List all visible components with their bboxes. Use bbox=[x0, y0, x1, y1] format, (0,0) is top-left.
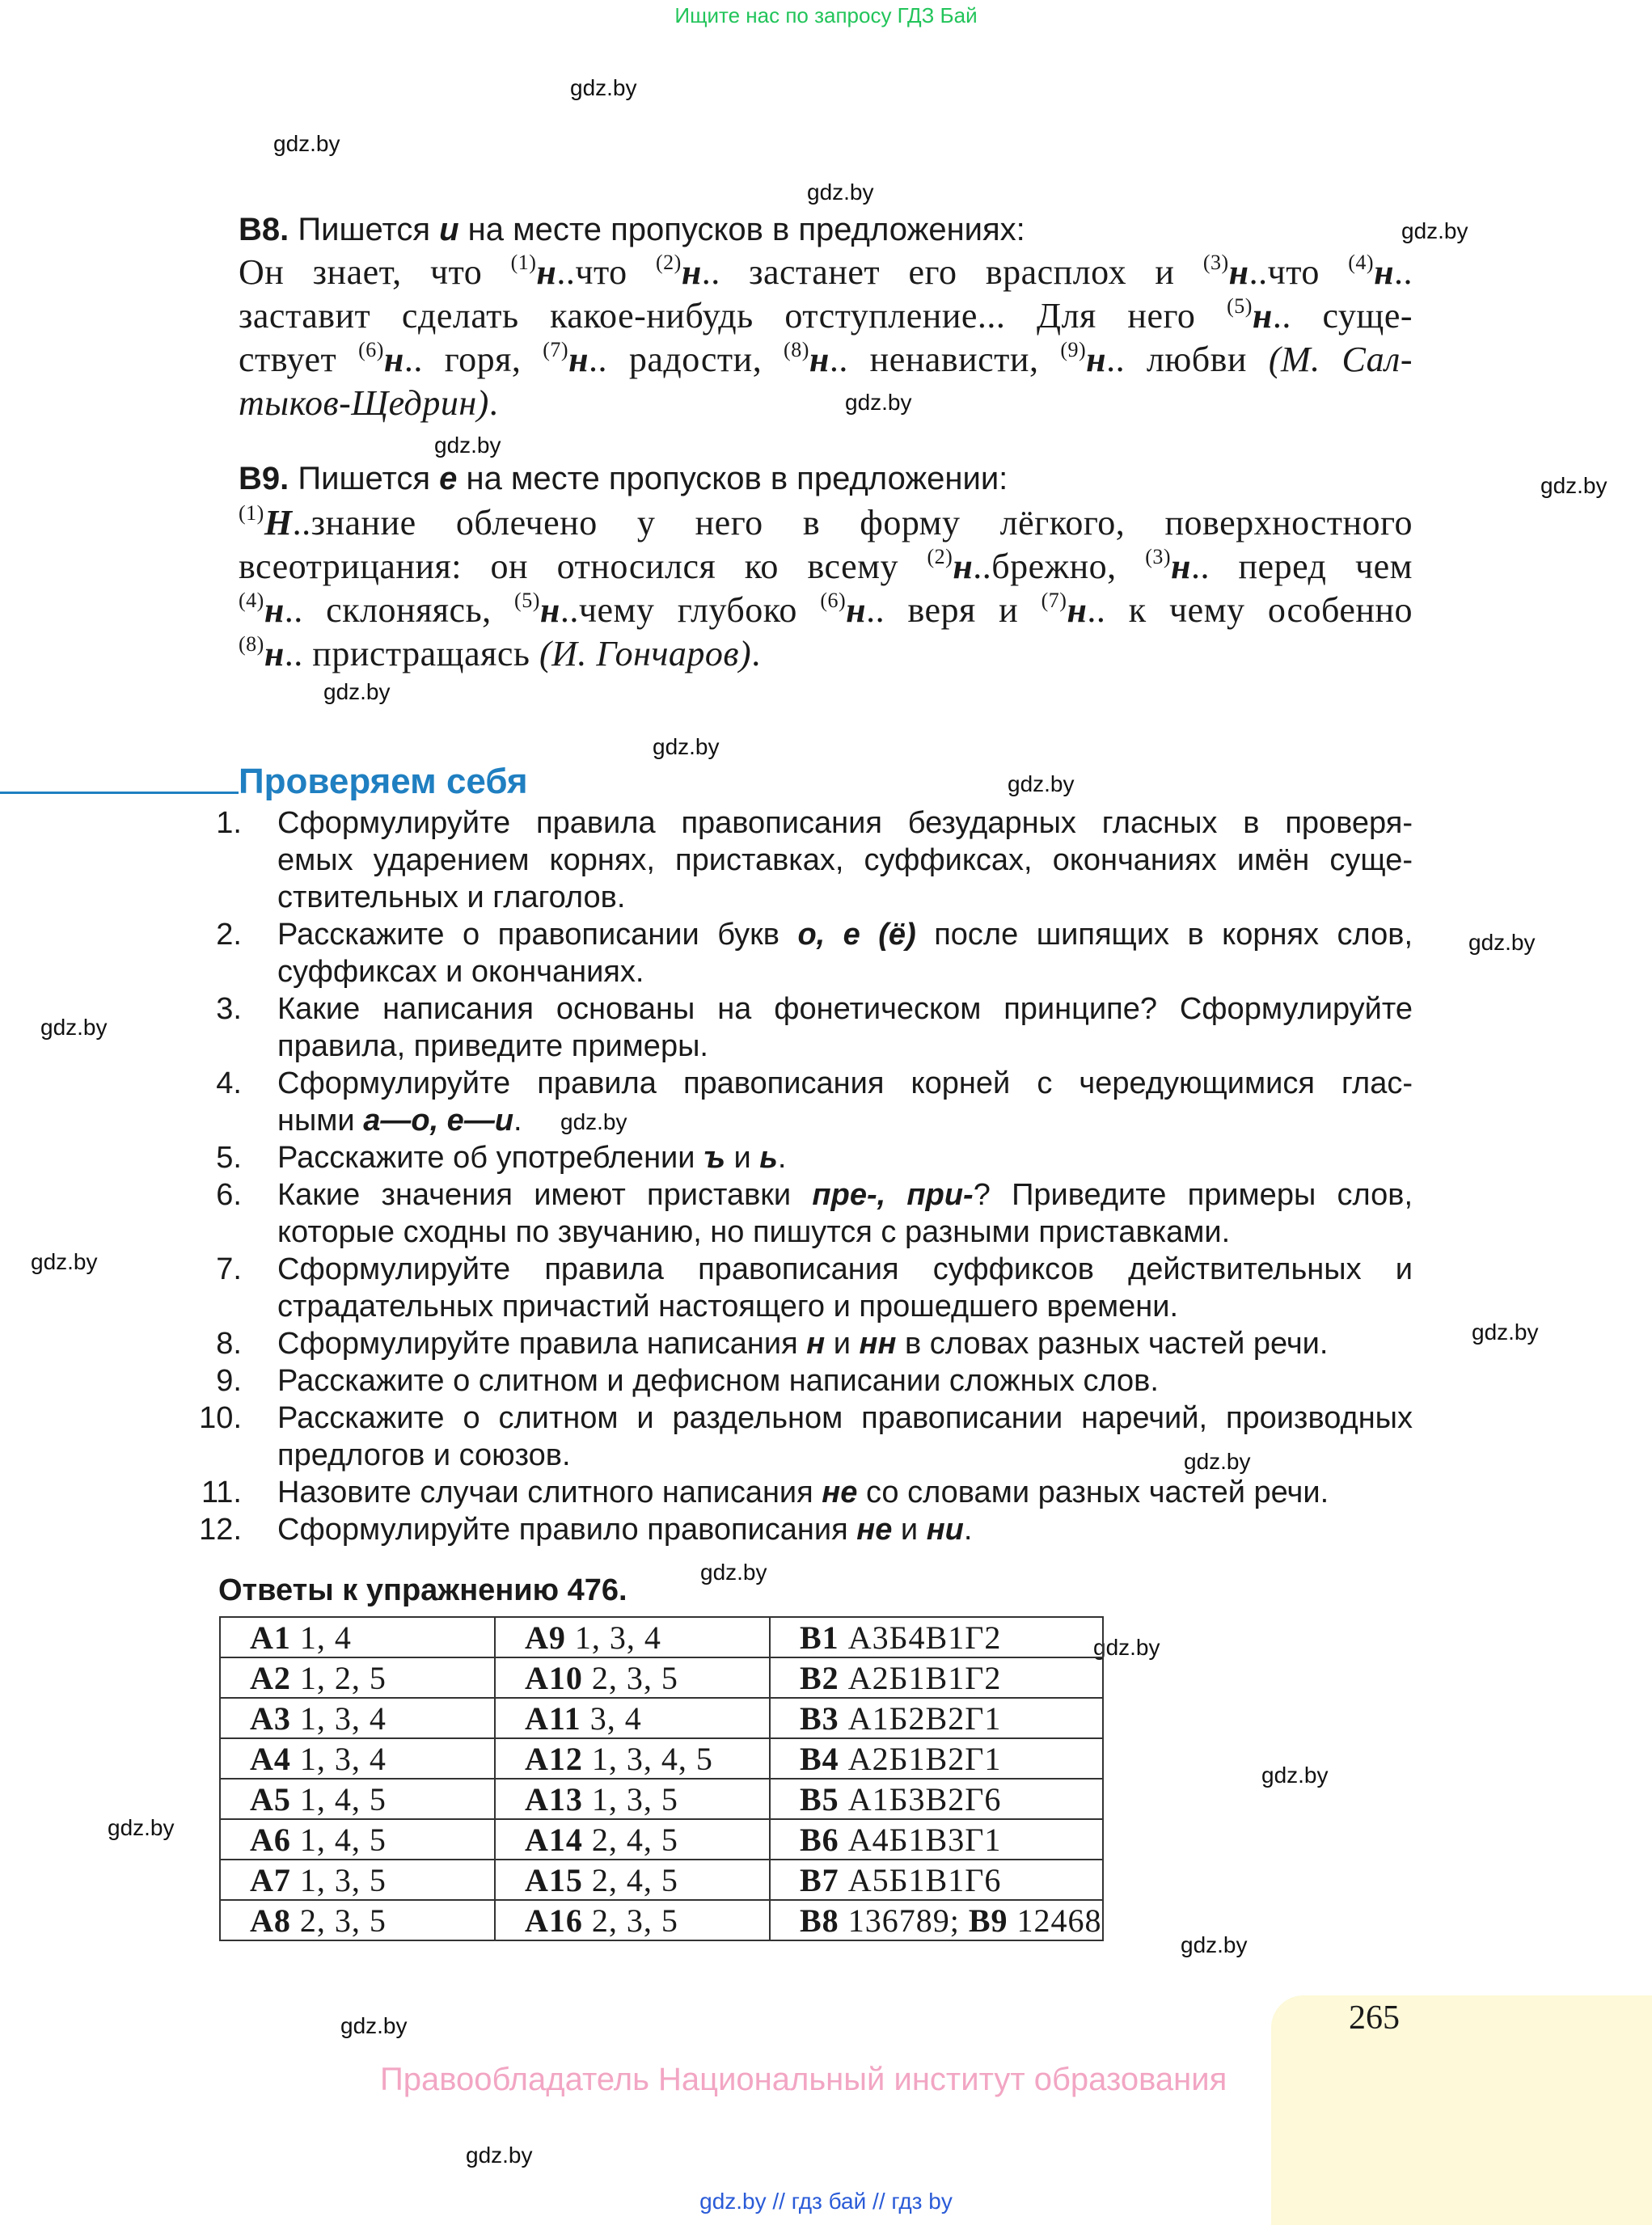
gap-number: (8) bbox=[784, 338, 809, 361]
gap-letter: н bbox=[264, 590, 285, 630]
answers-row bbox=[220, 1900, 1103, 1940]
question-number: 2. bbox=[216, 918, 242, 952]
gap-letter: н bbox=[539, 590, 560, 630]
answer-key: А2 bbox=[250, 1659, 291, 1696]
b9-line bbox=[239, 545, 1413, 589]
watermark: gdz.by bbox=[31, 1249, 98, 1274]
highlight-letters: ь bbox=[759, 1141, 778, 1175]
gap-letter: н bbox=[1374, 252, 1395, 292]
answers-row bbox=[220, 1860, 1103, 1900]
text-run: .. застанет его врасплох и bbox=[701, 252, 1203, 292]
watermark: gdz.by bbox=[434, 433, 501, 458]
gap-number: (6) bbox=[358, 338, 384, 361]
gap-number: (8) bbox=[239, 632, 264, 656]
highlight-letters: н bbox=[806, 1327, 826, 1361]
answer-value: А5Б1В1Г6 bbox=[839, 1861, 1002, 1898]
b9-line bbox=[239, 589, 1413, 632]
answer-value: 2, 3, 5 bbox=[290, 1902, 387, 1939]
answer-key: В2 bbox=[800, 1659, 839, 1696]
gap-letter: н bbox=[383, 340, 404, 379]
answer-key: А4 bbox=[250, 1740, 291, 1777]
answer-value: 136789; bbox=[839, 1902, 969, 1939]
answer-key: А8 bbox=[250, 1902, 291, 1939]
question-line bbox=[277, 1362, 1413, 1400]
text-run: Назовите случаи слитного написания bbox=[277, 1476, 822, 1509]
watermark: gdz.by bbox=[1181, 1932, 1248, 1957]
answer-value: 1, 3, 4 bbox=[290, 1740, 387, 1777]
text-run: ? Приведите примеры слов, bbox=[973, 1178, 1413, 1212]
text-run: Расскажите об употреблении bbox=[277, 1141, 704, 1175]
task-b8-label: В8. bbox=[239, 212, 289, 247]
section-title: Проверяем себя bbox=[239, 762, 528, 801]
text-run: Какие значения имеют приставки bbox=[277, 1178, 813, 1212]
question-number: 7. bbox=[216, 1252, 242, 1286]
question-line bbox=[277, 1176, 1413, 1214]
answer-key: А14 bbox=[525, 1821, 583, 1858]
gap-number: (9) bbox=[1060, 338, 1087, 361]
task-b9-heading: В9. Пишется е на месте пропусков в предложении: bbox=[239, 461, 1008, 496]
question-text bbox=[277, 1251, 1413, 1325]
highlight-letters: не bbox=[822, 1476, 858, 1509]
gap-letter: н bbox=[846, 590, 867, 630]
watermark: gdz.by bbox=[807, 179, 874, 205]
answer-value: 1, 3, 4 bbox=[290, 1699, 387, 1737]
answers-cell bbox=[770, 1738, 1103, 1779]
answers-cell bbox=[220, 1657, 495, 1698]
b8-line bbox=[239, 294, 1413, 338]
text-run: Сформулируйте правила правописания суффиксов действительных и bbox=[277, 1252, 1413, 1286]
question-number: 4. bbox=[216, 1066, 242, 1100]
gap-number: (5) bbox=[514, 589, 540, 612]
text-run: .. веря и bbox=[866, 590, 1041, 630]
answers-row bbox=[220, 1819, 1103, 1860]
text-run: .. любви bbox=[1106, 340, 1269, 379]
gap-letter: н bbox=[264, 634, 285, 673]
b8-line bbox=[239, 338, 1413, 382]
watermark: gdz.by bbox=[1008, 771, 1075, 796]
answer-key: А15 bbox=[525, 1861, 583, 1898]
watermark: gdz.by bbox=[340, 2013, 408, 2038]
answer-key: А5 bbox=[250, 1780, 291, 1818]
text-run: ствует bbox=[239, 340, 359, 379]
text-run: . bbox=[513, 1104, 522, 1138]
answer-value: 1, 3, 4, 5 bbox=[582, 1740, 713, 1777]
gap-number: (1) bbox=[510, 251, 537, 274]
answers-row bbox=[220, 1617, 1103, 1657]
question-text bbox=[277, 804, 1413, 916]
question-line bbox=[277, 1437, 1413, 1474]
text-run: .. пристращаясь bbox=[284, 634, 539, 673]
answer-key: В9 bbox=[968, 1902, 1008, 1939]
question-number: 3. bbox=[216, 992, 242, 1026]
text-run: .. bbox=[1394, 252, 1413, 292]
text-run: страдательных причастий настоящего и прошедшего времени. bbox=[277, 1290, 1179, 1324]
highlight-letters: пре-, при- bbox=[812, 1178, 974, 1212]
question-line bbox=[277, 1102, 1413, 1139]
watermark: gdz.by bbox=[1184, 1449, 1251, 1474]
text-run: ..брежно, bbox=[973, 547, 1146, 586]
text-run: предлогов и союзов. bbox=[277, 1438, 571, 1472]
question-number: 6. bbox=[216, 1178, 242, 1212]
answer-value: 1, 4, 5 bbox=[290, 1821, 387, 1858]
watermark: gdz.by bbox=[653, 734, 720, 759]
watermark: gdz.by bbox=[570, 75, 637, 100]
highlight-letters: не bbox=[856, 1513, 893, 1547]
text-run: ..чему глубоко bbox=[560, 590, 821, 630]
answer-key: А12 bbox=[525, 1740, 583, 1777]
question-line bbox=[277, 1325, 1413, 1362]
text-run: . bbox=[751, 634, 761, 673]
answer-key: А7 bbox=[250, 1861, 291, 1898]
gap-number: (3) bbox=[1145, 545, 1172, 568]
question-text bbox=[277, 990, 1413, 1065]
text-run: . bbox=[777, 1141, 787, 1175]
gap-letter: н bbox=[681, 252, 702, 292]
watermark: gdz.by bbox=[560, 1109, 627, 1134]
watermark: gdz.by bbox=[40, 1015, 108, 1040]
gap-number: (7) bbox=[1041, 589, 1067, 612]
b9-line bbox=[239, 632, 1413, 676]
text-run: .. ненависти, bbox=[829, 340, 1061, 379]
answer-value: 1, 4 bbox=[290, 1619, 352, 1656]
gap-number: (6) bbox=[820, 589, 847, 612]
text-run: ..что bbox=[556, 252, 656, 292]
text-run: правила, приведите примеры. bbox=[277, 1029, 708, 1063]
text-run: Сформулируйте правила правописания безударных гласных в проверя- bbox=[277, 806, 1413, 840]
b9-line bbox=[239, 501, 1413, 545]
text-run: заставит сделать какое-нибудь отступление... Для него bbox=[239, 296, 1227, 336]
answer-key: В3 bbox=[800, 1699, 839, 1737]
text-run: Какие написания основаны на фонетическом принципе? Сформулируйте bbox=[277, 992, 1413, 1026]
gap-letter: н bbox=[809, 340, 830, 379]
question-number: 5. bbox=[216, 1141, 242, 1175]
text-run: которые сходны по звучанию, но пишутся с разными приставками. bbox=[277, 1215, 1231, 1249]
answers-cell bbox=[770, 1860, 1103, 1900]
highlight-letters: ъ bbox=[703, 1141, 725, 1175]
answers-cell bbox=[495, 1698, 770, 1738]
question-text bbox=[277, 1400, 1413, 1474]
watermark: gdz.by bbox=[108, 1815, 175, 1840]
gap-letter: н bbox=[953, 547, 974, 586]
answers-cell bbox=[495, 1819, 770, 1860]
question-line bbox=[277, 804, 1413, 842]
watermark: gdz.by bbox=[273, 131, 340, 156]
text-run: и bbox=[825, 1327, 860, 1361]
question-text bbox=[277, 1325, 1413, 1362]
answers-cell bbox=[770, 1900, 1103, 1940]
watermark: gdz.by bbox=[323, 679, 391, 704]
question-number: 12. bbox=[199, 1513, 242, 1547]
answers-table bbox=[219, 1616, 1104, 1941]
text-run: Он знает, что bbox=[239, 252, 511, 292]
text-run: .. горя, bbox=[403, 340, 543, 379]
answers-cell bbox=[220, 1738, 495, 1779]
footer-links: gdz.by // гдз бай // гдз by bbox=[699, 2189, 953, 2214]
answer-key: В7 bbox=[800, 1861, 839, 1898]
answers-cell bbox=[770, 1617, 1103, 1657]
text-run: Сформулируйте правила правописания корней с чередующимися глас- bbox=[277, 1066, 1413, 1100]
gap-number: (5) bbox=[1227, 294, 1253, 318]
watermark: gdz.by bbox=[466, 2143, 533, 2168]
gap-number: (1) bbox=[239, 501, 264, 525]
answers-cell bbox=[220, 1900, 495, 1940]
question-line bbox=[277, 842, 1413, 879]
question-text bbox=[277, 1065, 1413, 1139]
gap-number: (3) bbox=[1202, 251, 1229, 274]
gap-letter: н bbox=[568, 340, 589, 379]
answer-key: В1 bbox=[800, 1619, 839, 1656]
answers-cell bbox=[220, 1698, 495, 1738]
gap-letter: н bbox=[536, 252, 557, 292]
gap-letter: н bbox=[1067, 590, 1088, 630]
gap-number: (2) bbox=[927, 545, 953, 568]
answer-value: 12468 bbox=[1008, 1902, 1102, 1939]
question-text bbox=[277, 1511, 1413, 1548]
question-line bbox=[277, 1288, 1413, 1325]
author-name: (М. Сал- bbox=[1268, 340, 1413, 379]
text-run: .. суще- bbox=[1272, 296, 1413, 336]
watermark: gdz.by bbox=[1540, 473, 1608, 498]
question-line bbox=[277, 916, 1413, 953]
answer-value: А4Б1В3Г1 bbox=[839, 1821, 1002, 1858]
gap-number: (4) bbox=[1348, 251, 1375, 274]
gap-number: (7) bbox=[543, 338, 569, 361]
text-run: ствительных и глаголов. bbox=[277, 880, 626, 914]
answers-cell bbox=[220, 1779, 495, 1819]
answer-value: А3Б4В1Г2 bbox=[839, 1619, 1002, 1656]
task-b8-heading: В8. Пишется и на месте пропусков в предложениях: bbox=[239, 212, 1025, 247]
answers-row bbox=[220, 1657, 1103, 1698]
question-line bbox=[277, 1214, 1413, 1251]
watermark: gdz.by bbox=[700, 1560, 767, 1585]
question-line bbox=[277, 1028, 1413, 1065]
author-name: тыков-Щедрин) bbox=[239, 383, 489, 423]
answer-key: А16 bbox=[525, 1902, 583, 1939]
answer-value: 2, 4, 5 bbox=[582, 1861, 678, 1898]
answers-cell bbox=[770, 1657, 1103, 1698]
answer-key: А10 bbox=[525, 1659, 583, 1696]
question-text bbox=[277, 916, 1413, 990]
answer-value: 2, 3, 5 bbox=[582, 1659, 678, 1696]
answer-key: А11 bbox=[525, 1699, 581, 1737]
highlight-letters: ни bbox=[926, 1513, 964, 1547]
answer-key: В8 bbox=[800, 1902, 839, 1939]
text-run: Сформулируйте правило правописания bbox=[277, 1513, 857, 1547]
text-run: и bbox=[725, 1141, 760, 1175]
question-line bbox=[277, 1400, 1413, 1437]
text-run: всеотрицания: он относился ко всему bbox=[239, 547, 927, 586]
copyright-owner: Правообладатель Национальный институт образования bbox=[380, 2062, 1227, 2097]
text-run: .. к чему особенно bbox=[1087, 590, 1413, 630]
answer-value: 2, 4, 5 bbox=[582, 1821, 678, 1858]
answers-cell bbox=[220, 1860, 495, 1900]
question-line bbox=[277, 1139, 1413, 1176]
answer-value: 1, 4, 5 bbox=[290, 1780, 387, 1818]
highlight-letters: нн bbox=[859, 1327, 897, 1361]
answers-cell bbox=[770, 1779, 1103, 1819]
answers-title: Ответы к упражнению 476. bbox=[218, 1573, 627, 1607]
answers-cell bbox=[220, 1617, 495, 1657]
answers-cell bbox=[495, 1900, 770, 1940]
question-line bbox=[277, 879, 1413, 916]
answer-key: В5 bbox=[800, 1780, 839, 1818]
b8-line bbox=[239, 251, 1413, 294]
answer-key: В6 bbox=[800, 1821, 839, 1858]
question-text bbox=[277, 1139, 1413, 1176]
question-number: 8. bbox=[216, 1327, 242, 1361]
b8-line bbox=[239, 382, 1413, 425]
text-run: . bbox=[963, 1513, 973, 1547]
text-run: суффиксах и окончаниях. bbox=[277, 955, 644, 989]
answers-row bbox=[220, 1779, 1103, 1819]
section-rule bbox=[0, 792, 239, 794]
answers-row bbox=[220, 1698, 1103, 1738]
gap-number: (4) bbox=[239, 589, 264, 612]
question-number: 10. bbox=[199, 1401, 242, 1435]
text-run: емых ударением корнях, приставках, суффиксах, окончаниях имён суще- bbox=[277, 843, 1413, 877]
text-run: .. перед чем bbox=[1190, 547, 1413, 586]
answer-key: А3 bbox=[250, 1699, 291, 1737]
answer-value: 1, 2, 5 bbox=[290, 1659, 387, 1696]
answer-key: А13 bbox=[525, 1780, 583, 1818]
answers-cell bbox=[495, 1657, 770, 1698]
question-text bbox=[277, 1176, 1413, 1251]
answers-cell bbox=[495, 1738, 770, 1779]
answers-cell bbox=[495, 1617, 770, 1657]
answers-cell bbox=[220, 1819, 495, 1860]
highlight-letters: а—о, е—и bbox=[363, 1104, 514, 1138]
gap-letter: Н bbox=[264, 503, 293, 543]
answer-value: А1Б2В2Г1 bbox=[839, 1699, 1002, 1737]
text-run: ..что bbox=[1249, 252, 1349, 292]
text-run: и bbox=[892, 1513, 927, 1547]
text-run: после шипящих в корнях слов, bbox=[915, 918, 1413, 952]
question-line bbox=[277, 1251, 1413, 1288]
answer-value: 1, 3, 4 bbox=[565, 1619, 661, 1656]
answer-key: А6 bbox=[250, 1821, 291, 1858]
answers-cell bbox=[495, 1779, 770, 1819]
answer-value: 2, 3, 5 bbox=[582, 1902, 678, 1939]
answer-value: А2Б1В1Г2 bbox=[839, 1659, 1002, 1696]
text-run: ..знание облечено у него в форму лёгкого, поверхностного bbox=[292, 503, 1413, 543]
text-run: Расскажите о слитном и раздельном правописании наречий, производных bbox=[277, 1401, 1413, 1435]
question-line bbox=[277, 1065, 1413, 1102]
gap-letter: н bbox=[1086, 340, 1107, 379]
text-run: Расскажите о слитном и дефисном написании сложных слов. bbox=[277, 1364, 1159, 1398]
watermark: gdz.by bbox=[1472, 1319, 1539, 1345]
text-run: Расскажите о правописании букв bbox=[277, 918, 798, 952]
answer-value: 1, 3, 5 bbox=[582, 1780, 678, 1818]
watermark: gdz.by bbox=[1261, 1763, 1329, 1788]
answer-key: А1 bbox=[250, 1619, 291, 1656]
answers-cell bbox=[770, 1698, 1103, 1738]
gap-letter: н bbox=[1252, 296, 1273, 336]
question-line bbox=[277, 1511, 1413, 1548]
page-number: 265 bbox=[1349, 1999, 1400, 2037]
watermark: gdz.by bbox=[1468, 930, 1536, 955]
task-b9-text bbox=[239, 501, 1413, 676]
task-b9-label: В9. bbox=[239, 461, 289, 496]
answer-value: 3, 4 bbox=[581, 1699, 642, 1737]
question-line bbox=[277, 990, 1413, 1028]
text-run: в словах разных частей речи. bbox=[896, 1327, 1329, 1361]
watermark: gdz.by bbox=[845, 390, 912, 415]
text-run: .. радости, bbox=[589, 340, 784, 379]
answer-key: А9 bbox=[525, 1619, 566, 1656]
gap-letter: н bbox=[1228, 252, 1249, 292]
text-run: со словами разных частей речи. bbox=[857, 1476, 1329, 1509]
text-run: .. склоняясь, bbox=[284, 590, 515, 630]
question-line bbox=[277, 953, 1413, 990]
highlight-letters: о, е (ё) bbox=[797, 918, 916, 952]
question-text bbox=[277, 1474, 1413, 1511]
author-name: (И. Гончаров) bbox=[539, 634, 752, 673]
top-banner: Ищите нас по запросу ГДЗ Бай bbox=[674, 3, 978, 27]
answer-value: 1, 3, 5 bbox=[290, 1861, 387, 1898]
gap-letter: н bbox=[1171, 547, 1191, 586]
text-run: . bbox=[488, 383, 499, 423]
watermark: gdz.by bbox=[1093, 1635, 1160, 1660]
question-number: 9. bbox=[216, 1364, 242, 1398]
text-run: Сформулируйте правила написания bbox=[277, 1327, 807, 1361]
question-line bbox=[277, 1474, 1413, 1511]
answer-value: А2Б1В2Г1 bbox=[839, 1740, 1002, 1777]
watermark: gdz.by bbox=[1401, 218, 1468, 243]
answers-cell bbox=[495, 1860, 770, 1900]
answer-value: А1Б3В2Г6 bbox=[839, 1780, 1002, 1818]
task-b8-text bbox=[239, 251, 1413, 425]
question-number: 11. bbox=[201, 1476, 242, 1509]
text-run: ными bbox=[277, 1104, 364, 1138]
gap-number: (2) bbox=[655, 251, 682, 274]
answer-key: В4 bbox=[800, 1740, 839, 1777]
question-number: 1. bbox=[216, 806, 242, 840]
answers-row bbox=[220, 1738, 1103, 1779]
answers-cell bbox=[770, 1819, 1103, 1860]
question-text bbox=[277, 1362, 1413, 1400]
